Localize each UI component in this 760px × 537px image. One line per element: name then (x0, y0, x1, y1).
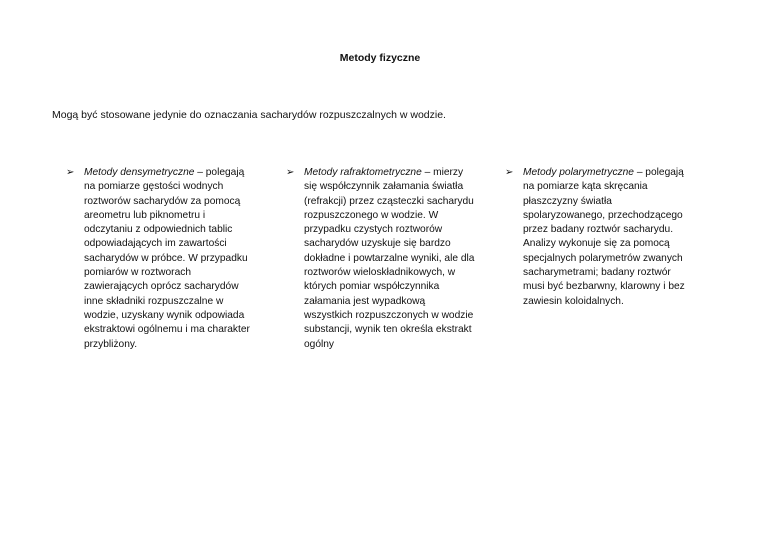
method-column-refraktometry (286, 166, 476, 352)
method-column-polarymetry (505, 166, 691, 309)
method-description: – polegają na pomiarze gęstości wodnych roztworów sacharydów za pomocą areometru lub piknometru i odczytaniu z odpowiednich tablic odpowiadających im zawartości sacharydów w próbce. W przypadku pomiarów w roztworach zawierających oprócz sacharydów inne składniki rozpuszczalne w wodzie, uzyskany wynik odpowiada ekstraktowi ogólnemu i ma charakter przybliżony. (84, 167, 250, 350)
method-text (523, 166, 691, 309)
method-description: – polegają na pomiarze kąta skręcania płaszczyzny światła spolaryzowanego, przechodzącego przez badany roztwór sacharydu. Analizy wykonuje się za pomocą specjalnych polarymetrów zwanych sacharymetrami; badany roztwór musi być bezbarwny, klarowny i bez zawiesin koloidalnych. (523, 167, 685, 307)
arrow-bullet-icon: ➢ (66, 167, 75, 178)
method-text (304, 166, 476, 352)
method-description: – mierzy się współczynnik załamania światła (refrakcji) przez cząsteczki sacharydu rozpuszczonego w wodzie. W przypadku czystych roztworów sacharydów uzyskuje się bardzo dokładne i powtarzalne wyniki, ale dla roztworów wieloskładnikowych, w których pomiar współczynnika załamania jest wypadkową wszystkich rozpuszczonych w wodzie substancji, wynik ten określa ekstrakt ogólny (304, 167, 475, 350)
method-text (84, 166, 252, 352)
method-name: Metody densymetryczne (84, 167, 195, 178)
document-title: Metody fizyczne (339, 52, 421, 64)
method-name: Metody polarymetryczne (523, 167, 634, 178)
method-column-densymetry (66, 166, 252, 352)
method-name: Metody rafraktometryczne (304, 167, 422, 178)
intro-paragraph: Mogą być stosowane jedynie do oznaczania sacharydów rozpuszczalnych w wodzie. (52, 109, 446, 121)
arrow-bullet-icon: ➢ (505, 167, 514, 178)
arrow-bullet-icon: ➢ (286, 167, 295, 178)
